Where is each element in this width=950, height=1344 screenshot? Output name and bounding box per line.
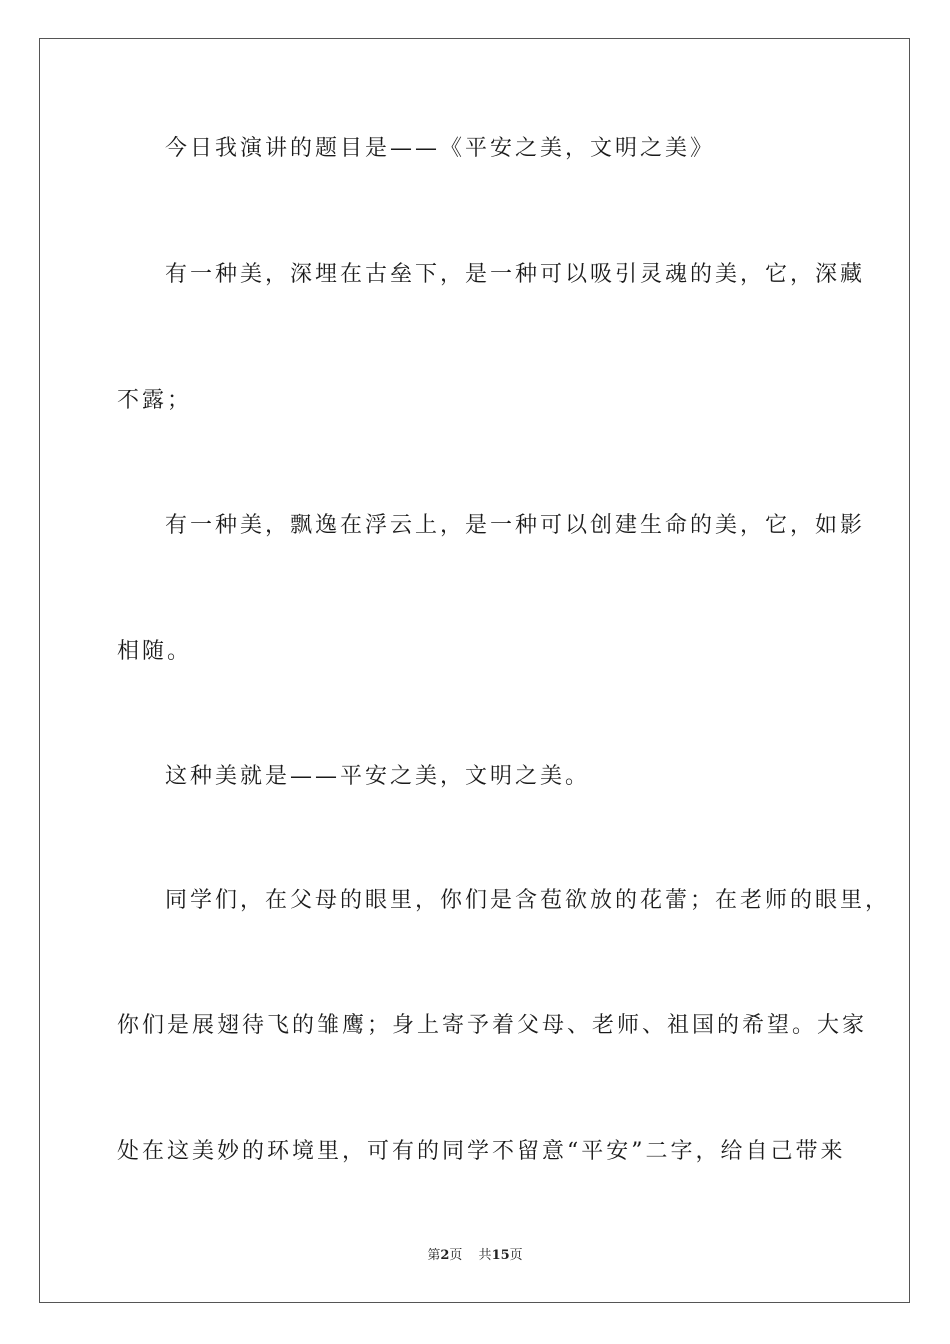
paragraph-line: 这种美就是——平安之美，文明之美。 [165, 764, 591, 789]
paragraph-line: 不露； [117, 388, 193, 413]
page-indicator: 第2页 [427, 1248, 463, 1263]
paragraph-line: 有一种美，深埋在古垒下，是一种可以吸引灵魂的美，它，深藏 [165, 262, 866, 287]
paragraph-line: 处在这美妙的环境里，可有的同学不留意“平安”二字，给自己带来 [117, 1139, 846, 1164]
page-footer [0, 1247, 950, 1265]
paragraph-line: 你们是展翅待飞的雏鹰；身上寄予着父母、老师、祖国的希望。大家 [117, 1013, 868, 1038]
paragraph-line-title: 今日我演讲的题目是——《平安之美，文明之美》 [165, 136, 716, 161]
paragraph-line: 相随。 [117, 639, 193, 664]
paragraph-line: 同学们，在父母的眼里，你们是含苞欲放的花蕾；在老师的眼里， [165, 888, 891, 913]
page-frame [39, 38, 910, 1303]
paragraph-line: 有一种美，飘逸在浮云上，是一种可以创建生命的美，它，如影 [165, 513, 866, 538]
total-pages-indicator: 共15页 [478, 1248, 523, 1263]
